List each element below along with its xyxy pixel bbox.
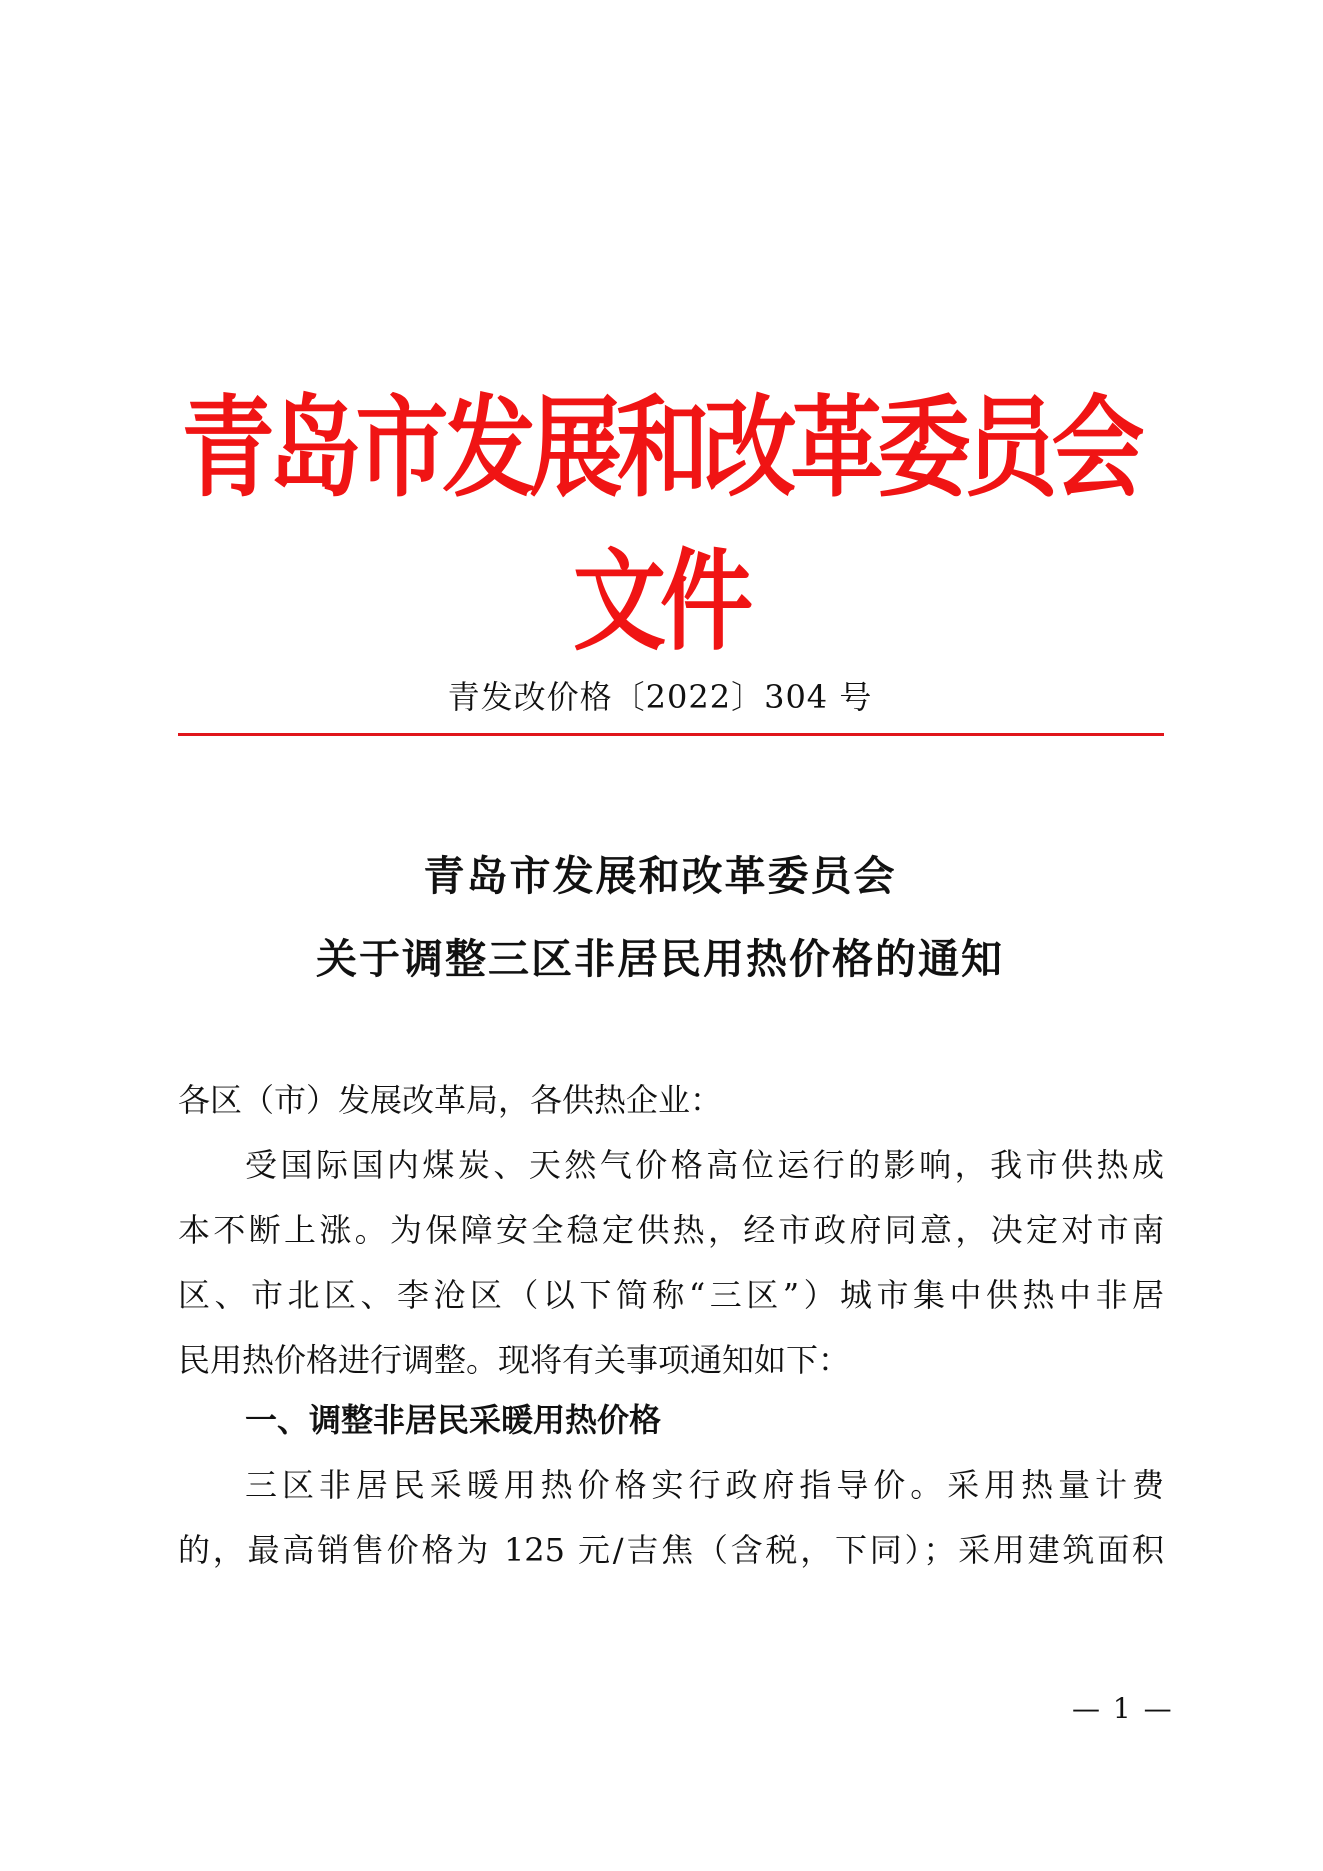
document-masthead: 青岛市发展和改革委员会文件 — [181, 384, 1139, 666]
paragraph-1-line-2: 本不断上涨。为保障安全稳定供热，经市政府同意，决定对市南 — [178, 1211, 1164, 1249]
document-title-line-1: 青岛市发展和改革委员会 — [423, 852, 897, 900]
document-title-line-2: 关于调整三区非居民用热价格的通知 — [316, 935, 1004, 983]
paragraph-1-line-1: 受国际国内煤炭、天然气价格高位运行的影响，我市供热成 — [245, 1146, 1164, 1184]
document-number: 青发改价格〔2022〕304 号 — [447, 678, 873, 716]
red-divider-line — [178, 733, 1164, 736]
paragraph-1-line-3: 区、市北区、李沧区（以下简称“三区”）城市集中供热中非居 — [178, 1276, 1164, 1314]
paragraph-1-line-4: 民用热价格进行调整。现将有关事项通知如下： — [178, 1341, 851, 1379]
salutation: 各区（市）发展改革局，各供热企业： — [178, 1081, 723, 1119]
section-1-heading: 一、调整非居民采暖用热价格 — [245, 1401, 662, 1439]
paragraph-2-line-1: 三区非居民采暖用热价格实行政府指导价。采用热量计费 — [245, 1466, 1164, 1504]
paragraph-2-line-2: 的，最高销售价格为 125 元/吉焦（含税，下同）；采用建筑面积 — [178, 1531, 1164, 1569]
page-number: — 1 — — [1072, 1692, 1174, 1725]
